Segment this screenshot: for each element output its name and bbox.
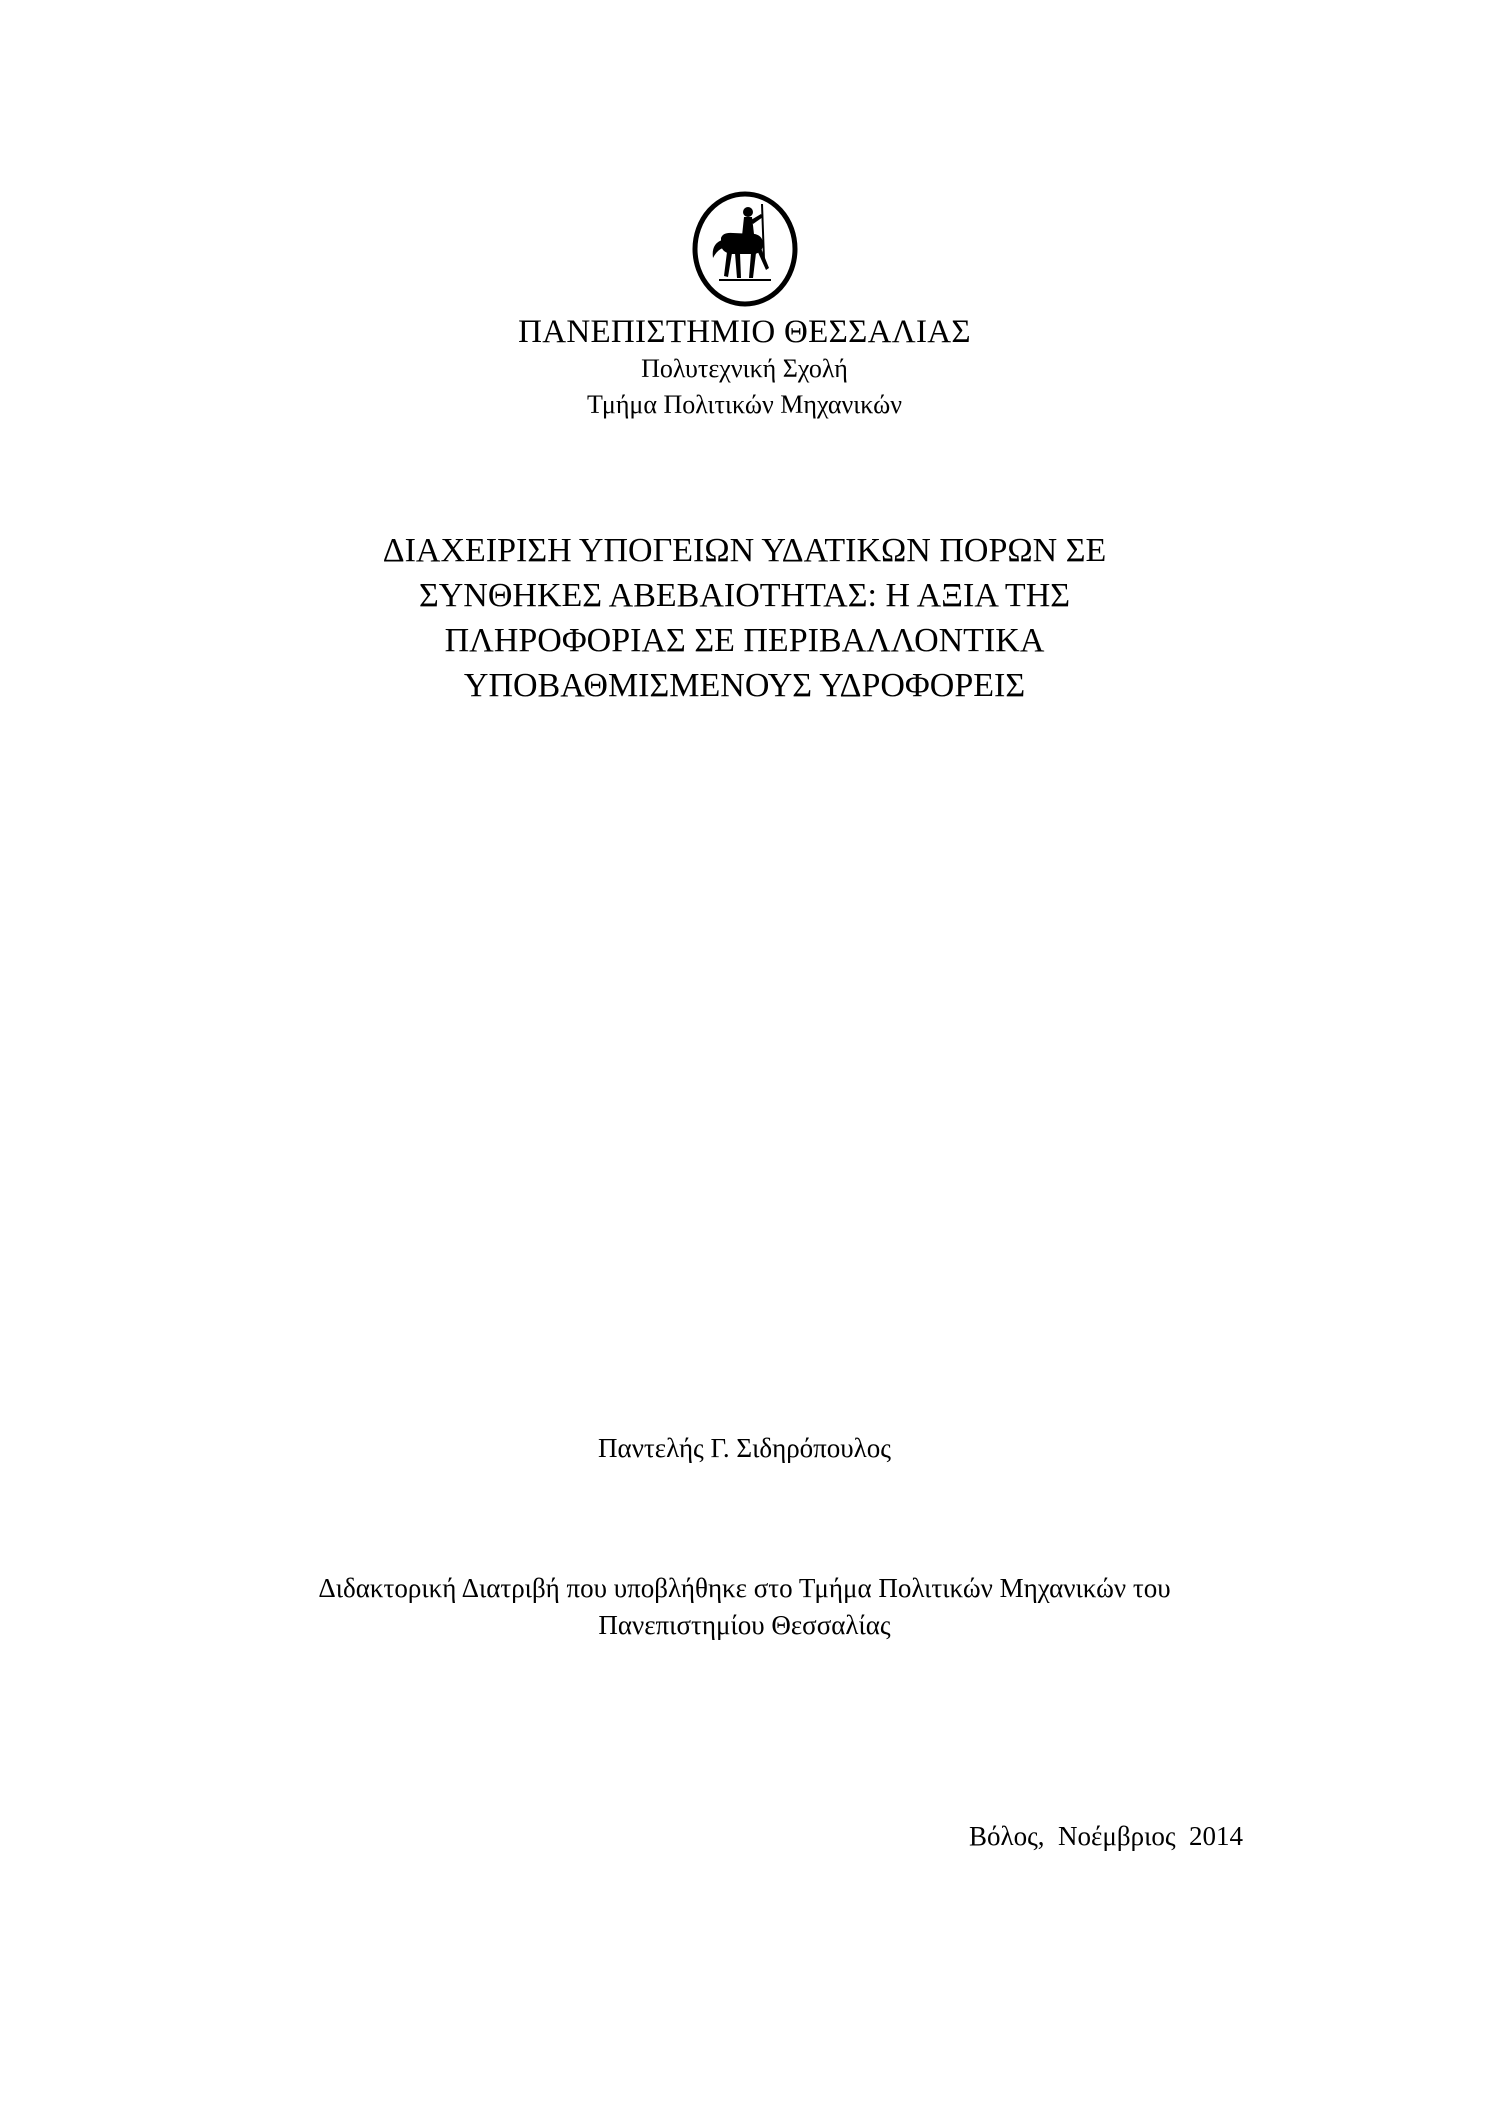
thesis-title-line: ΥΠΟΒΑΘΜΙΣΜΕΝΟΥΣ ΥΔΡΟΦΟΡΕΙΣ xyxy=(463,667,1026,704)
description-line: Πανεπιστημίου Θεσσαλίας xyxy=(598,1610,891,1640)
thesis-title-line: ΔΙΑΧΕΙΡΙΣΗ ΥΠΟΓΕΙΩΝ ΥΔΑΤΙΚΩΝ ΠΟΡΩΝ ΣΕ xyxy=(382,532,1107,569)
thesis-title xyxy=(0,528,1489,708)
thesis-title-line: ΣΥΝΘΗΚΕΣ ΑΒΕΒΑΙΟΤΗΤΑΣ: Η ΑΞΙΑ ΤΗΣ xyxy=(418,577,1071,614)
school-name: Πολυτεχνική Σχολή xyxy=(641,354,848,383)
university-name: ΠΑΝΕΠΙΣΤΗΜΙΟ ΘΕΣΣΑΛΙΑΣ xyxy=(518,314,971,350)
author-name: Παντελής Γ. Σιδηρόπουλος xyxy=(598,1433,891,1463)
description-line: Διδακτορική Διατριβή που υποβλήθηκε στο Τμήμα Πολιτικών Μηχανικών του xyxy=(318,1573,1171,1603)
department-name: Τμήμα Πολιτικών Μηχανικών xyxy=(586,390,903,419)
thesis-description xyxy=(0,1570,1489,1644)
centaur-seal-icon xyxy=(691,190,799,308)
place-and-date: Βόλος, Νοέμβριος 2014 xyxy=(969,1821,1244,1851)
thesis-title-line: ΠΛΗΡΟΦΟΡΙΑΣ ΣΕ ΠΕΡΙΒΑΛΛΟΝΤΙΚΑ xyxy=(444,622,1045,659)
